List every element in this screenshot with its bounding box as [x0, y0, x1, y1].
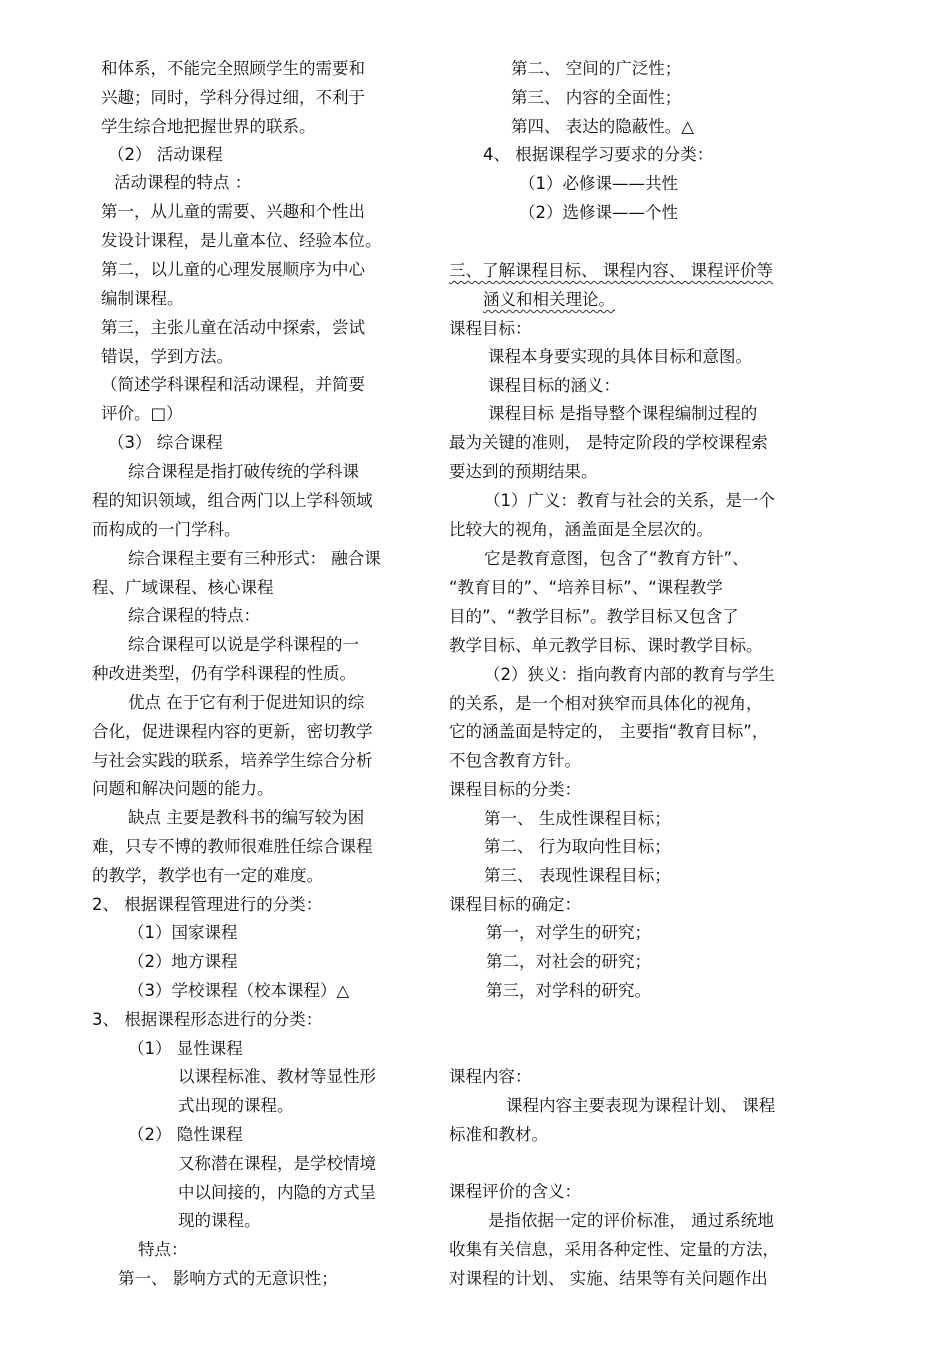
left-text-line: 活动课程的特点 ：: [114, 173, 252, 192]
left-text-line: 难，只专不博的教师很难胜任综合课程: [92, 837, 373, 856]
right-text-line: 课程目标的分类：: [449, 780, 581, 799]
right-text-line: 第二、 空间的广泛性；: [511, 59, 682, 78]
left-text-line: 程、广域课程、核心课程: [92, 578, 274, 597]
left-text-line: 错误，学到方法。: [101, 347, 233, 366]
left-text-line: 综合课程可以说是学科课程的一: [128, 635, 359, 654]
right-text-line: 课程内容主要表现为课程计划、 课程: [506, 1096, 776, 1115]
left-text-line: 中以间接的，内隐的方式呈: [178, 1183, 376, 1202]
section-heading-line: 三、了解课程目标、 课程内容、 课程评价等: [449, 261, 773, 280]
section-heading-line: 涵义和相关理论。: [483, 290, 615, 309]
left-text-line: 现的课程。: [178, 1211, 261, 1230]
left-text-line: 优点 在于它有利于促进知识的综: [128, 693, 365, 712]
right-text-line: 要达到的预期结果。: [449, 462, 598, 481]
right-text-line: 不包含教育方针。: [449, 751, 581, 770]
left-text-line: （3）学校课程（校本课程）△: [128, 981, 350, 1000]
left-text-line: 缺点 主要是教科书的编写较为困: [128, 808, 365, 827]
left-text-line: 2、 根据课程管理进行的分类：: [92, 895, 323, 914]
right-text-line: 第三，对学科的研究。: [486, 981, 651, 1000]
right-text-line: 课程评价的含义：: [449, 1182, 581, 1201]
left-text-line: 的教学，教学也有一定的难度。: [92, 866, 323, 885]
right-text-line: （2）狭义：指向教育内部的教育与学生: [484, 665, 775, 684]
left-text-line: 以课程标准、教材等显性形: [178, 1067, 376, 1086]
left-text-line: （2） 活动课程: [108, 145, 223, 164]
right-text-line: 4、 根据课程学习要求的分类：: [483, 145, 714, 164]
left-text-line: 学生综合地把握世界的联系。: [101, 117, 316, 136]
right-text-line: 教学目标、单元教学目标、课时教学目标。: [449, 636, 763, 655]
right-text-line: 收集有关信息，采用各种定性、定量的方法，: [449, 1240, 779, 1259]
right-text-line: （1）必修课——共性: [519, 174, 678, 193]
right-text-line: 第四、 表达的隐蔽性。△: [511, 117, 694, 136]
left-text-line: 与社会实践的联系，培养学生综合分析: [92, 751, 373, 770]
right-text-line: 标准和教材。: [449, 1125, 548, 1144]
right-text-line: 课程目标的涵义：: [488, 376, 620, 395]
right-text-line: 课程本身要实现的具体目标和意图。: [488, 347, 752, 366]
right-text-line: 第一，对学生的研究；: [486, 923, 651, 942]
right-text-line: “教育目的”、“培养目标”、“课程教学: [449, 578, 723, 597]
right-text-line: 目的”、“教学目标”。教学目标又包含了: [449, 607, 739, 626]
right-text-line: 第三、 内容的全面性；: [511, 88, 682, 107]
left-text-line: （3） 综合课程: [108, 433, 223, 452]
right-text-line: 课程内容：: [449, 1067, 532, 1086]
left-text-line: （简述学科课程和活动课程，并简要: [101, 375, 365, 394]
right-text-line: 是指依据一定的评价标准， 通过系统地: [488, 1211, 774, 1230]
left-text-line: 3、 根据课程形态进行的分类：: [92, 1010, 323, 1029]
right-text-line: 第二，对社会的研究；: [486, 952, 651, 971]
left-text-line: 程的知识领域，组合两门以上学科领域: [92, 491, 373, 510]
left-text-line: 综合课程的特点：: [128, 606, 260, 625]
right-text-line: 第二、 行为取向性目标；: [484, 837, 671, 856]
right-text-line: 课程目标：: [449, 319, 532, 338]
left-text-line: 第一、 影响方式的无意识性；: [118, 1269, 338, 1288]
left-text-line: 问题和解决问题的能力。: [92, 779, 274, 798]
left-text-line: 评价。□）: [101, 404, 183, 423]
left-text-line: 式出现的课程。: [178, 1096, 294, 1115]
left-text-line: 第一，从儿童的需要、兴趣和个性出: [101, 202, 365, 221]
right-text-line: （1）广义：教育与社会的关系，是一个: [484, 491, 775, 510]
left-text-line: 综合课程是指打破传统的学科课: [128, 462, 359, 481]
left-text-line: 合化，促进课程内容的更新，密切教学: [92, 722, 373, 741]
right-text-line: 对课程的计划、 实施、结果等有关问题作出: [449, 1269, 768, 1288]
left-text-line: 发设计课程，是儿童本位、经验本位。: [101, 231, 382, 250]
left-text-line: 综合课程主要有三种形式： 融合课: [128, 549, 381, 568]
left-text-line: （1） 显性课程: [128, 1039, 243, 1058]
right-text-line: 最为关键的准则， 是特定阶段的学校课程索: [449, 433, 768, 452]
right-text-line: 比较大的视角，涵盖面是全层次的。: [449, 520, 713, 539]
left-text-line: 和体系，不能完全照顾学生的需要和: [101, 59, 365, 78]
left-text-line: （1）国家课程: [128, 923, 238, 942]
right-text-line: 课程目标 是指导整个课程编制过程的: [488, 404, 758, 423]
left-text-line: 第三，主张儿童在活动中探索，尝试: [101, 318, 365, 337]
right-text-line: 的关系，是一个相对狭窄而具体化的视角，: [449, 694, 763, 713]
right-text-line: 第一、 生成性课程目标；: [484, 809, 671, 828]
left-text-line: 又称潜在课程，是学校情境: [178, 1154, 376, 1173]
left-text-line: （2） 隐性课程: [128, 1125, 243, 1144]
left-text-line: 而构成的一门学科。: [92, 520, 241, 539]
right-text-line: 第三、 表现性课程目标；: [484, 866, 671, 885]
right-text-line: 课程目标的确定：: [449, 895, 581, 914]
right-text-line: （2）选修课——个性: [519, 203, 678, 222]
left-text-line: （2）地方课程: [128, 952, 238, 971]
left-text-line: 第二，以儿童的心理发展顺序为中心: [101, 260, 365, 279]
left-text-line: 种改进类型，仍有学科课程的性质。: [92, 664, 356, 683]
left-text-line: 兴趣；同时，学科分得过细，不利于: [101, 88, 365, 107]
left-text-line: 编制课程。: [101, 289, 184, 308]
left-text-line: 特点：: [138, 1240, 188, 1259]
right-text-line: 它是教育意图，包含了“教育方针”、: [484, 549, 749, 568]
right-text-line: 它的涵盖面是特定的， 主要指“教育目标”，: [449, 722, 769, 741]
